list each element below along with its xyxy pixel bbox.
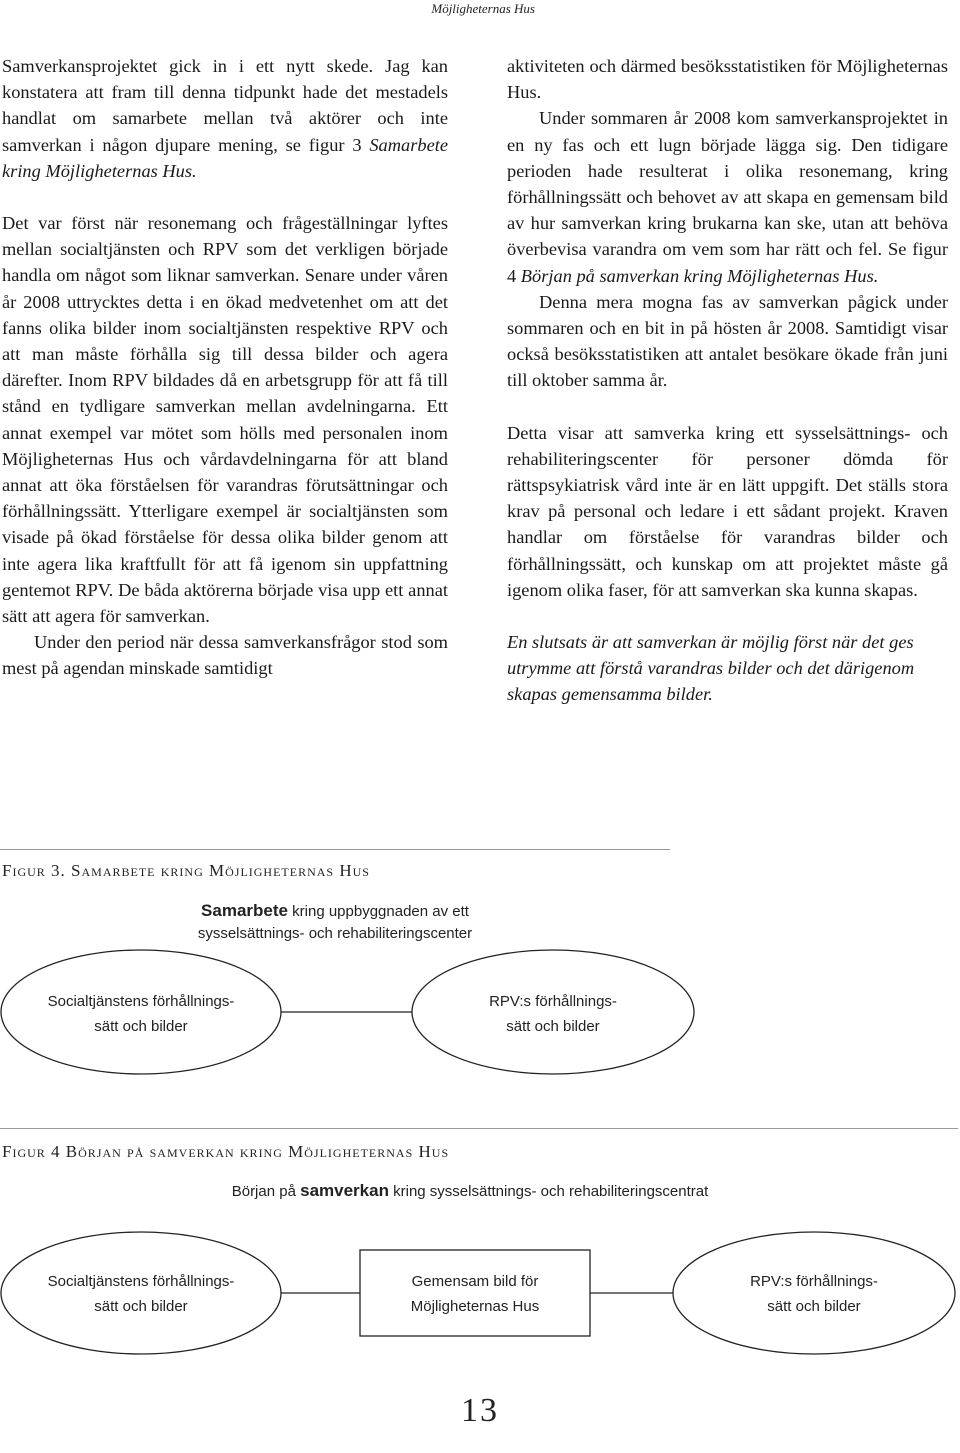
page-number: 13 [461, 1392, 499, 1429]
left-paragraph-3: Under den period när dessa samverkansfrågor stod som mest på agendan minskade samtidigt [2, 632, 448, 679]
right-paragraph-1: aktiviteten och därmed besöksstatistiken för Möjligheternas Hus. [507, 56, 948, 103]
right-text-column [507, 53, 948, 708]
figure4-left-oval-line1: Socialtjänstens förhållnings- [47, 1273, 235, 1290]
figure3-title-line1-rest: kring uppbyggnaden av ett [287, 903, 469, 920]
left-paragraph-1-text: Samverkansprojektet gick in i ett nytt skede. Jag kan konstatera att fram till denna tidpunkt hade det mestadels handlat om samarbete mellan två aktörer och inte samverkan i någon djupare mening, se figur 3 [2, 56, 448, 155]
figure4-title-bold: samverkan [300, 1181, 389, 1200]
figure4-title-post: kring sysselsättnings- och rehabiliteringscentrat [388, 1183, 709, 1200]
figure3-title-bold: Samarbete [201, 901, 288, 920]
running-header: Möjligheternas Hus [431, 1, 535, 16]
figure3-diagram [0, 940, 960, 1090]
figure4-right-oval-line1: RPV:s förhållnings- [750, 1273, 878, 1290]
figure4-divider [0, 1128, 958, 1129]
figure4-title [120, 1180, 820, 1203]
figure3-right-oval [412, 950, 694, 1074]
figure4-center-box-line2: Möjligheternas Hus [410, 1298, 540, 1315]
left-paragraph-1 [2, 53, 448, 184]
figure3-caption: Figur 3. Samarbete kring Möjligheternas Hus [2, 861, 370, 880]
figure3-divider [0, 849, 670, 850]
figure4-right-oval-line2: sätt och bilder [767, 1298, 861, 1315]
figure4-left-oval-line2: sätt och bilder [94, 1298, 188, 1315]
figure4-title-pre: Början på [231, 1183, 301, 1200]
figure3-left-oval [1, 950, 281, 1074]
right-paragraph-2-text: Under sommaren år 2008 kom samverkansprojektet in en ny fas och ett lugn började lägga sig. Den tidigare perioden hade resulterat i olika resonemang, kring förhållningssätt och behovet av att skapa en gemensam bild av hur samverkan kring brukarna kan ske, utan att behöva överbevisa varandra om vem som har rätt och fel. Se figur 4 [507, 108, 948, 286]
left-paragraph-2: Det var först när resonemang och frågeställningar lyftes mellan socialtjänsten och RPV som det verkligen började handla om något som liknar samverkan. Senare under våren år 2008 uttrycktes detta i en ökad medvetenhet om att det fanns olika bilder inom socialtjänsten respektive RPV och att man måste förhålla sig till dessa bilder och agera därefter. Inom RPV bildades då en arbetsgrupp för att få till stånd en tydligare samverkan mellan avdelningarna. Ett annat exempel var mötet som hölls med personalen inom Möjligheternas Hus och vårdavdelningarna för att bland annat att öka förståelsen för varandras förutsättningar och förhållningssätt. Ytterligare exempel är socialtjänsten som visade på ökad förståelse för dessa olika bilder genom att inte agera lika kraftfullt för att få igenom sin uppfattning gentemot RPV. De båda aktörerna började visa upp ett annat sätt att agera för samverkan. [2, 213, 448, 627]
right-paragraph-2 [507, 105, 948, 288]
figure4-diagram [0, 1222, 960, 1372]
left-text-column [2, 53, 448, 682]
right-paragraph-4: Detta visar att samverka kring ett sysselsättnings- och rehabiliteringscenter för personer dömda för rättspsykiatrisk vård inte är en lätt uppgift. Det ställs stora krav på personal och ledare i ett sådant projekt. Kraven handlar om förståelse för varandras bilder och förhållningssätt, och kunskap om att projektet måste gå igenom olika faser, för att samverkan ska kunna skapas. [507, 422, 948, 600]
figure4-left-oval [1, 1232, 281, 1354]
figure3-reference: Samarbete kring Möjligheternas Hus. [2, 134, 448, 181]
figure3-left-oval-line2: sätt och bilder [94, 1018, 188, 1035]
figure3-right-oval-line1: RPV:s förhållnings- [489, 993, 617, 1010]
conclusion-paragraph: En slutsats är att samverkan är möjlig först när det ges utrymme att förstå varandras bilder och det därigenom skapas gemensamma bilder. [507, 632, 915, 705]
figure3-title-line1 [150, 900, 520, 923]
figure3-title-line2: sysselsättnings- och rehabiliteringscenter [197, 925, 473, 942]
figure4-caption: Figur 4 Början på samverkan kring Möjligheternas Hus [2, 1142, 450, 1161]
figure4-center-box-line1: Gemensam bild för [411, 1273, 539, 1290]
figure4-reference: Början på samverkan kring Möjligheternas Hus. [520, 265, 879, 286]
figure4-right-oval [673, 1232, 955, 1354]
figure4-center-box [360, 1250, 590, 1336]
figure3-title [150, 900, 520, 945]
figure3-left-oval-line1: Socialtjänstens förhållnings- [47, 993, 235, 1010]
figure3-right-oval-line2: sätt och bilder [506, 1018, 600, 1035]
right-paragraph-3: Denna mera mogna fas av samverkan pågick under sommaren och en bit in på hösten år 2008. Samtidigt visar också besöksstatistiken att antalet besökare ökade från juni till oktober samma år. [507, 291, 948, 391]
